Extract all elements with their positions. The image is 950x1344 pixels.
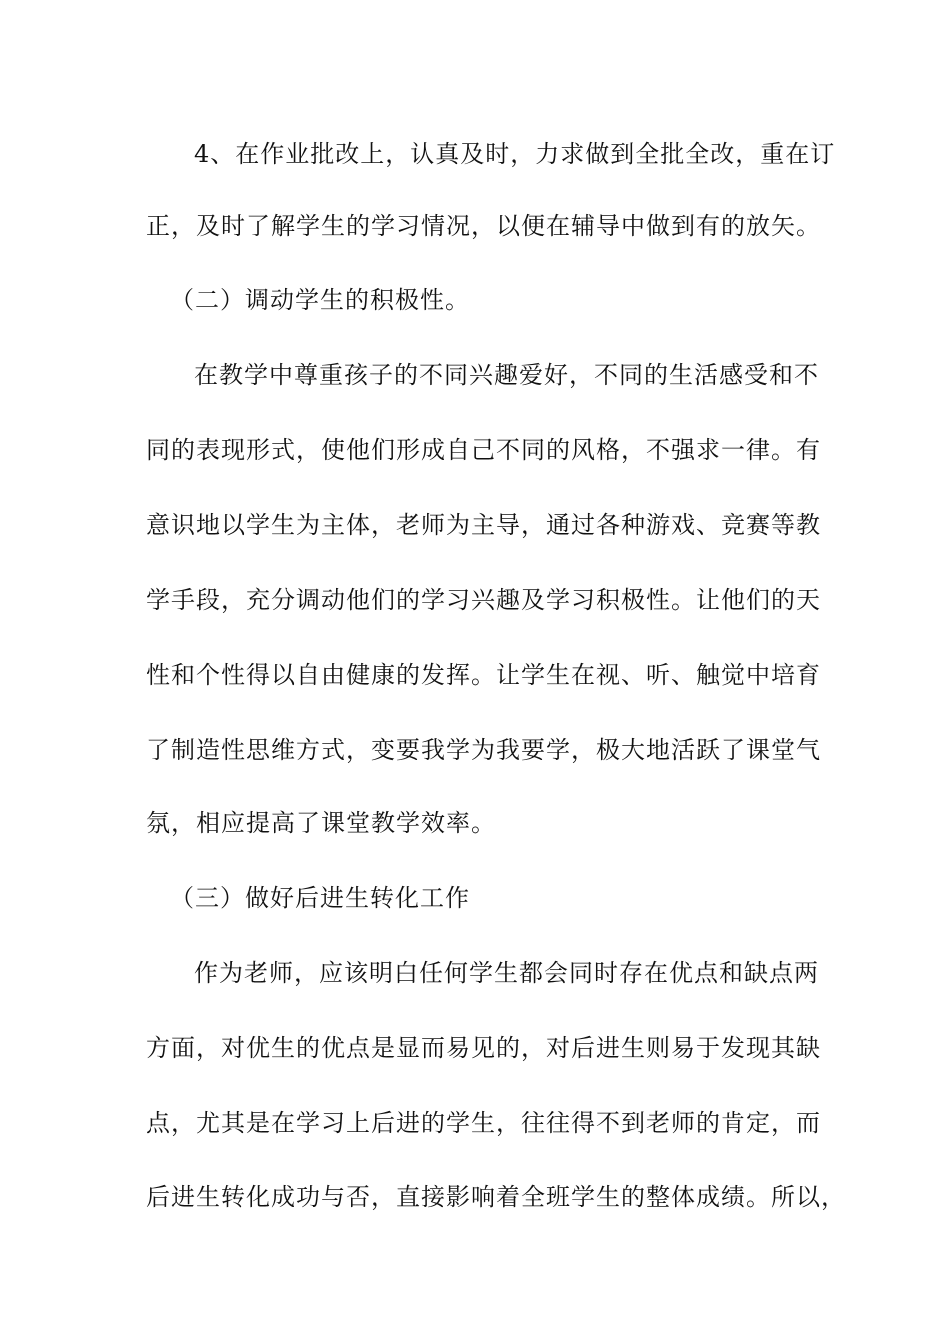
- paragraph-line: 性和个性得以自由健康的发挥。让学生在视、听、触觉中培育: [146, 661, 821, 689]
- paragraph-line: 学手段，充分调动他们的学习兴趣及学习积极性。让他们的天: [146, 586, 821, 614]
- paragraph-line: 4、在作业批改上，认真及时，力求做到全批全改，重在订: [194, 140, 836, 168]
- paragraph-line: 方面，对优生的优点是显而易见的，对后进生则易于发现其缺: [146, 1034, 821, 1062]
- paragraph-line: 在教学中尊重孩子的不同兴趣爱好，不同的生活感受和不: [194, 361, 819, 389]
- paragraph-line: 同的表现形式，使他们形成自己不同的风格，不强求一律。有: [146, 436, 821, 464]
- section-heading: （三）做好后进生转化工作: [170, 884, 470, 912]
- paragraph-line: 正，及时了解学生的学习情况，以便在辅导中做到有的放矢。: [146, 212, 821, 240]
- section-heading: （二）调动学生的积极性。: [170, 286, 470, 314]
- paragraph-line: 后进生转化成功与否，直接影响着全班学生的整体成绩。所以，: [146, 1183, 846, 1211]
- paragraph-line: 了制造性思维方式，变要我学为我要学，极大地活跃了课堂气: [146, 736, 821, 764]
- paragraph-line: 点，尤其是在学习上后进的学生，往往得不到老师的肯定，而: [146, 1109, 821, 1137]
- paragraph-line: 作为老师，应该明白任何学生都会同时存在优点和缺点两: [194, 959, 819, 987]
- paragraph-line: 氛，相应提高了课堂教学效率。: [146, 809, 496, 837]
- paragraph-line: 意识地以学生为主体，老师为主导，通过各种游戏、竞赛等教: [146, 511, 821, 539]
